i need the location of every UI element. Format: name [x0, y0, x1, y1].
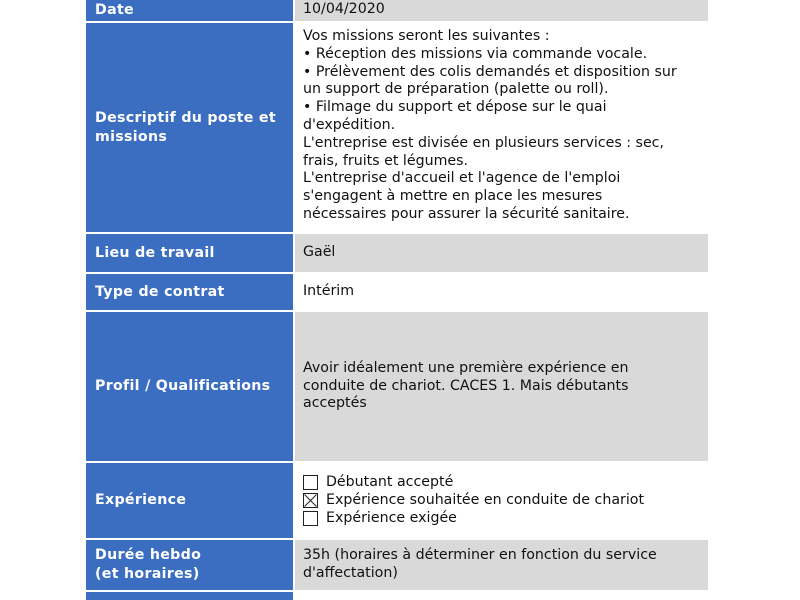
row-profil	[86, 311, 708, 462]
option-exigee-label: Expérience exigée	[326, 509, 457, 526]
profil-line: conduite de chariot. CACES 1. Mais débutants	[303, 377, 629, 394]
descriptif-line: s'engagent à mettre en place les mesures	[303, 188, 603, 205]
option-souhaitee-label: Expérience souhaitée en conduite de chariot	[326, 491, 645, 508]
descriptif-line: • Réception des missions via commande vocale.	[303, 45, 648, 62]
label-duree-line-2: (et horaires)	[95, 566, 200, 582]
profil-line: Avoir idéalement une première expérience en	[303, 359, 629, 376]
value-contrat: Intérim	[294, 273, 708, 311]
label-lieu: Lieu de travail	[86, 233, 294, 273]
duree-line: d'affectation)	[303, 565, 398, 581]
label-profil: Profil / Qualifications	[86, 311, 294, 462]
descriptif-line: L'entreprise est divisée en plusieurs services : sec,	[303, 134, 664, 151]
row-date	[86, 0, 708, 22]
row-duree	[86, 539, 708, 591]
checkbox-souhaitee[interactable]	[303, 493, 318, 508]
checkbox-x-icon	[304, 494, 317, 507]
option-debutant[interactable]	[303, 474, 702, 492]
profil-line: acceptés	[303, 395, 367, 412]
duree-line: 35h (horaires à déterminer en fonction du service	[303, 547, 657, 564]
option-exigee[interactable]	[303, 510, 702, 528]
descriptif-line: • Filmage du support et dépose sur le quai	[303, 99, 607, 116]
descriptif-line: nécessaires pour assurer la sécurité sanitaire.	[303, 205, 630, 222]
descriptif-line: un support de préparation (palette ou roll).	[303, 81, 609, 98]
value-experience	[294, 462, 708, 539]
row-experience	[86, 462, 708, 539]
row-lieu	[86, 233, 708, 273]
row-descriptif	[86, 22, 708, 233]
value-lieu: Gaël	[294, 233, 708, 273]
job-offer-table	[86, 0, 708, 600]
row-next	[86, 591, 708, 600]
label-duree-line-1: Durée hebdo	[95, 547, 202, 563]
value-profil	[294, 311, 708, 462]
option-debutant-label: Débutant accepté	[326, 473, 454, 490]
descriptif-line: frais, fruits et légumes.	[303, 152, 469, 169]
descriptif-line: L'entreprise d'accueil et l'agence de l'emploi	[303, 170, 621, 187]
value-next	[294, 591, 708, 600]
checkbox-debutant[interactable]	[303, 475, 318, 490]
value-date: 10/04/2020	[294, 0, 708, 22]
descriptif-line: • Prélèvement des colis demandés et disposition sur	[303, 63, 677, 80]
value-descriptif	[294, 22, 708, 233]
row-contrat	[86, 273, 708, 311]
descriptif-line: Vos missions seront les suivantes :	[303, 28, 550, 44]
option-souhaitee[interactable]	[303, 492, 702, 510]
label-date: Date	[86, 0, 294, 22]
label-experience: Expérience	[86, 462, 294, 539]
checkbox-exigee[interactable]	[303, 511, 318, 526]
descriptif-line: d'expédition.	[303, 116, 396, 133]
label-duree	[86, 539, 294, 591]
label-next	[86, 591, 294, 600]
label-descriptif-line-1: Descriptif du poste et	[95, 109, 276, 126]
label-descriptif	[86, 22, 294, 233]
value-duree	[294, 539, 708, 591]
label-contrat: Type de contrat	[86, 273, 294, 311]
label-descriptif-line-2: missions	[95, 128, 168, 145]
